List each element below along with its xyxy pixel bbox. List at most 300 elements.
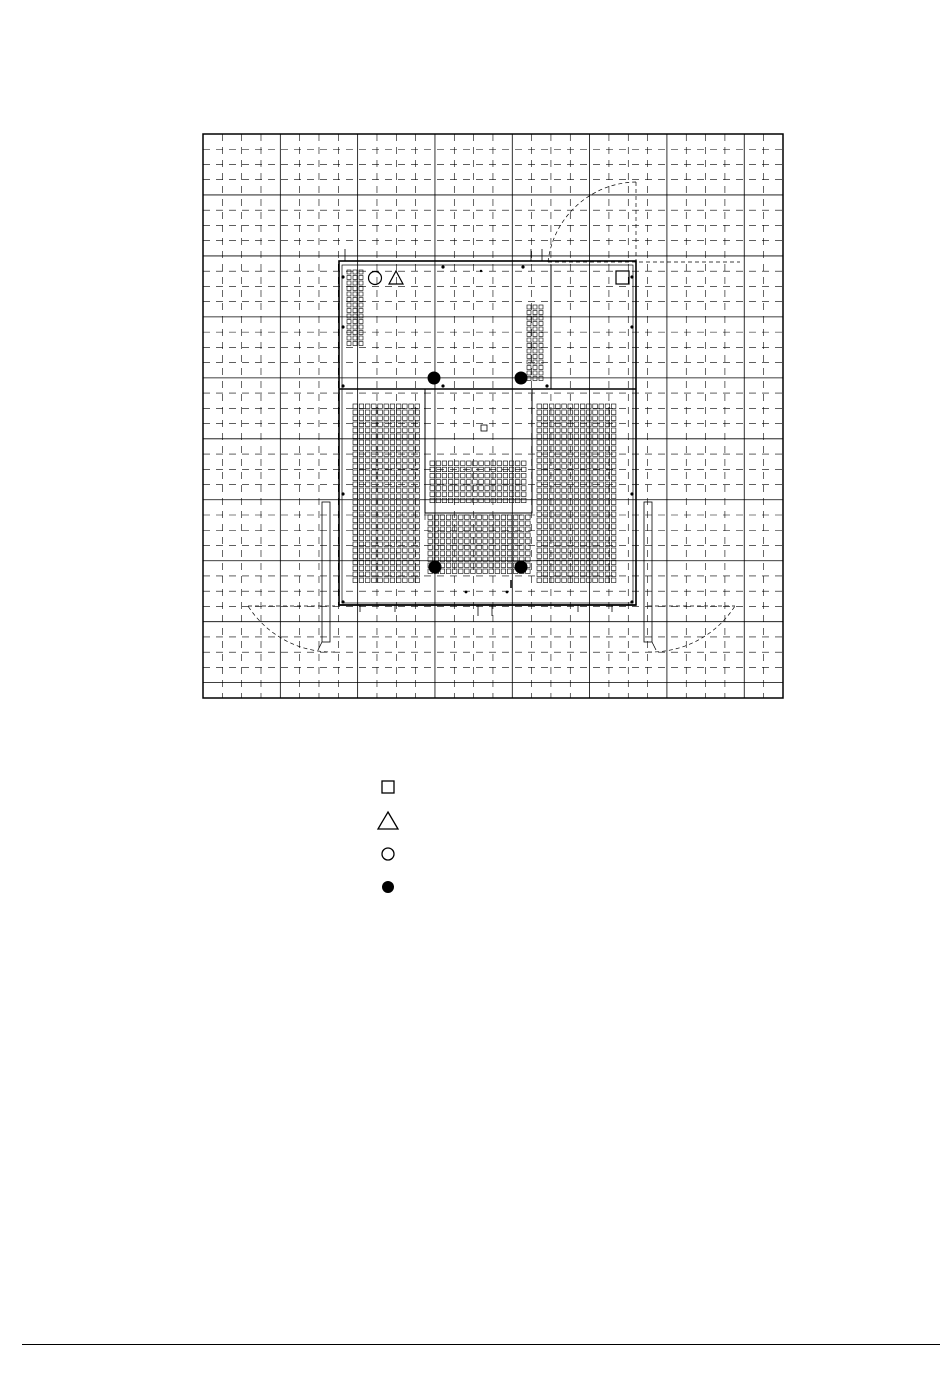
- vent-slot: [372, 422, 377, 427]
- vent-slot: [483, 515, 488, 520]
- vent-slot: [477, 563, 482, 568]
- vent-slot: [384, 500, 389, 505]
- vent-slot: [580, 476, 585, 481]
- vent-slot: [509, 486, 514, 491]
- filled-circle-marker-icon: [515, 561, 528, 574]
- vent-slot: [543, 542, 548, 547]
- vent-slot: [372, 434, 377, 439]
- vent-slot: [580, 488, 585, 493]
- legend-item-open-circle: [370, 841, 410, 874]
- vent-slot: [390, 446, 395, 451]
- vent-slot: [562, 434, 567, 439]
- vent-slot: [452, 551, 457, 556]
- vent-slot: [527, 344, 531, 348]
- vent-slot: [501, 551, 506, 556]
- vent-slot: [365, 518, 370, 523]
- vent-slot: [556, 404, 561, 409]
- vent-slot: [556, 506, 561, 511]
- vent-slot: [454, 498, 459, 503]
- vent-slot: [359, 309, 363, 313]
- vent-slot: [539, 333, 543, 337]
- vent-slot: [353, 410, 358, 415]
- vent-slot: [574, 566, 579, 571]
- marker-legend: [370, 775, 410, 907]
- vent-slot: [587, 566, 592, 571]
- vent-slot: [562, 428, 567, 433]
- vent-slot: [580, 530, 585, 535]
- vent-slot: [593, 506, 598, 511]
- vent-slot: [483, 539, 488, 544]
- vent-slot: [485, 498, 490, 503]
- vent-slot: [403, 410, 408, 415]
- vent-slot: [568, 416, 573, 421]
- vent-slot: [409, 458, 414, 463]
- vent-slot: [509, 492, 514, 497]
- vent-slot: [527, 327, 531, 331]
- vent-slot: [593, 500, 598, 505]
- vent-slot: [611, 416, 616, 421]
- vent-slot: [430, 486, 435, 491]
- vent-slot: [539, 366, 543, 370]
- vent-slot: [537, 524, 542, 529]
- vent-slot: [611, 578, 616, 583]
- vent-slot: [599, 554, 604, 559]
- vent-slot: [372, 494, 377, 499]
- vent-slot: [384, 536, 389, 541]
- vent-slot: [497, 461, 502, 466]
- vent-slot: [396, 422, 401, 427]
- vent-slot: [549, 476, 554, 481]
- vent-slot: [580, 464, 585, 469]
- vent-slot: [477, 515, 482, 520]
- vent-slot: [409, 404, 414, 409]
- vent-slot: [537, 518, 542, 523]
- vent-slot: [562, 548, 567, 553]
- vent-slot: [537, 416, 542, 421]
- vent-slot: [522, 492, 527, 497]
- vent-slot: [611, 440, 616, 445]
- legend-item-square: [370, 775, 410, 808]
- vent-slot: [378, 404, 383, 409]
- vent-slot: [599, 488, 604, 493]
- vent-slot: [522, 480, 527, 485]
- vent-slot: [353, 566, 358, 571]
- vent-slot: [611, 446, 616, 451]
- vent-slot: [459, 515, 464, 520]
- vent-slot: [562, 500, 567, 505]
- vent-slot: [409, 416, 414, 421]
- vent-slot: [471, 545, 476, 550]
- vent-slot: [415, 518, 420, 523]
- vent-slot: [353, 428, 358, 433]
- vent-slot: [396, 536, 401, 541]
- vent-slot: [471, 533, 476, 538]
- vent-slot: [353, 416, 358, 421]
- vent-slot: [396, 458, 401, 463]
- vent-slot: [587, 512, 592, 517]
- vent-slot: [587, 518, 592, 523]
- vent-slot: [459, 545, 464, 550]
- vent-slot: [574, 536, 579, 541]
- vent-slot: [527, 305, 531, 309]
- vent-slot: [365, 554, 370, 559]
- triangle-marker-icon: [378, 812, 398, 829]
- vent-slot: [599, 416, 604, 421]
- vent-slot: [384, 470, 389, 475]
- vent-slot: [365, 530, 370, 535]
- vent-slot: [539, 322, 543, 326]
- vent-slot: [461, 492, 466, 497]
- vent-slot: [605, 518, 610, 523]
- vent-slot: [353, 488, 358, 493]
- vent-slot: [549, 464, 554, 469]
- vent-slot: [347, 292, 351, 296]
- vent-slot: [359, 404, 364, 409]
- vent-slot: [372, 536, 377, 541]
- vent-slot: [543, 548, 548, 553]
- vent-slot: [509, 498, 514, 503]
- vent-slot: [353, 530, 358, 535]
- vent-slot: [347, 331, 351, 335]
- vent-slot: [593, 446, 598, 451]
- vent-slot: [353, 342, 357, 346]
- vent-slot: [599, 536, 604, 541]
- vent-slot: [522, 486, 527, 491]
- vent-slot: [543, 422, 548, 427]
- vent-slot: [347, 320, 351, 324]
- vent-slot: [513, 521, 518, 526]
- vent-slot: [522, 473, 527, 478]
- vent-slot: [537, 500, 542, 505]
- vent-slot: [549, 512, 554, 517]
- vent-slot: [587, 434, 592, 439]
- filled-circle-marker-icon: [428, 372, 441, 385]
- vent-slot: [526, 539, 531, 544]
- vent-slot: [409, 518, 414, 523]
- vent-slot: [378, 428, 383, 433]
- vent-slot: [442, 473, 447, 478]
- vent-slot: [574, 506, 579, 511]
- vent-slot: [390, 542, 395, 547]
- vent-slot: [365, 512, 370, 517]
- vent-slot: [556, 500, 561, 505]
- vent-slot: [599, 410, 604, 415]
- vent-slot: [574, 518, 579, 523]
- vent-slot: [533, 355, 537, 359]
- vent-slot: [372, 446, 377, 451]
- vent-slot: [549, 542, 554, 547]
- vent-slot: [543, 434, 548, 439]
- vent-slot: [378, 470, 383, 475]
- vent-slot: [353, 482, 358, 487]
- vent-slot: [537, 578, 542, 583]
- vent-slot: [495, 515, 500, 520]
- vent-slot: [347, 298, 351, 302]
- vent-slot: [533, 366, 537, 370]
- vent-slot: [605, 494, 610, 499]
- vent-slot: [359, 416, 364, 421]
- vent-slot: [574, 416, 579, 421]
- vent-slot: [454, 486, 459, 491]
- filled-circle-marker-icon: [429, 561, 442, 574]
- open-circle-marker-icon: [369, 272, 382, 285]
- square-marker-icon: [616, 271, 629, 284]
- vent-slot: [556, 512, 561, 517]
- vent-slot: [533, 349, 537, 353]
- vent-slot: [562, 476, 567, 481]
- vent-slot: [556, 428, 561, 433]
- vent-slot: [384, 434, 389, 439]
- vent-slot: [459, 533, 464, 538]
- vent-slot: [471, 563, 476, 568]
- vent-slot: [359, 470, 364, 475]
- vent-slot: [593, 440, 598, 445]
- vent-slot: [611, 536, 616, 541]
- vent-slot: [543, 578, 548, 583]
- vent-slot: [556, 410, 561, 415]
- vent-slot: [549, 482, 554, 487]
- vent-slot: [396, 554, 401, 559]
- vent-slot: [390, 494, 395, 499]
- vent-slot: [611, 524, 616, 529]
- vent-slot: [537, 434, 542, 439]
- vent-slot: [605, 506, 610, 511]
- vent-slot: [372, 578, 377, 583]
- vent-slot: [372, 530, 377, 535]
- vent-slot: [384, 464, 389, 469]
- vent-slot: [580, 428, 585, 433]
- vent-slot: [497, 492, 502, 497]
- vent-slot: [372, 404, 377, 409]
- vent-slot: [537, 536, 542, 541]
- vent-slot: [448, 473, 453, 478]
- vent-slot: [403, 428, 408, 433]
- vent-slot: [378, 434, 383, 439]
- vent-slot: [515, 480, 520, 485]
- vent-slot: [568, 518, 573, 523]
- vent-slot: [396, 476, 401, 481]
- vent-slot: [527, 355, 531, 359]
- vent-slot: [501, 527, 506, 532]
- vent-slot: [365, 506, 370, 511]
- vent-slot: [479, 473, 484, 478]
- vent-slot: [403, 434, 408, 439]
- vent-slot: [436, 461, 441, 466]
- vent-slot: [593, 404, 598, 409]
- vent-slot: [446, 551, 451, 556]
- vent-slot: [599, 422, 604, 427]
- vent-slot: [353, 578, 358, 583]
- vent-slot: [365, 578, 370, 583]
- vent-slot: [507, 527, 512, 532]
- vent-slot: [562, 482, 567, 487]
- vent-slot: [452, 533, 457, 538]
- vent-slot: [599, 500, 604, 505]
- vent-slot: [574, 572, 579, 577]
- vent-slot: [353, 281, 357, 285]
- vent-slot: [378, 464, 383, 469]
- vent-slot: [599, 530, 604, 535]
- vent-slot: [543, 470, 548, 475]
- vent-slot: [442, 486, 447, 491]
- vent-slot: [409, 440, 414, 445]
- vent-slot: [390, 548, 395, 553]
- vent-slot: [384, 506, 389, 511]
- vent-slot: [365, 476, 370, 481]
- vent-slot: [580, 458, 585, 463]
- vent-slot: [465, 551, 470, 556]
- vent-slot: [605, 428, 610, 433]
- vent-slot: [611, 548, 616, 553]
- vent-slot: [396, 542, 401, 547]
- vent-slot: [428, 539, 433, 544]
- vent-slot: [522, 498, 527, 503]
- vent-slot: [479, 480, 484, 485]
- vent-slot: [446, 569, 451, 574]
- vent-slot: [574, 428, 579, 433]
- vent-slot: [520, 521, 525, 526]
- vent-slot: [485, 461, 490, 466]
- vent-slot: [403, 554, 408, 559]
- vent-slot: [359, 488, 364, 493]
- vent-slot: [378, 524, 383, 529]
- vent-slot: [580, 494, 585, 499]
- vent-slot: [543, 524, 548, 529]
- vent-slot: [359, 336, 363, 340]
- vent-slot: [415, 506, 420, 511]
- vent-slot: [611, 506, 616, 511]
- vent-slot: [611, 542, 616, 547]
- vent-slot: [390, 404, 395, 409]
- vent-slot: [587, 500, 592, 505]
- vent-slot: [587, 416, 592, 421]
- vent-slot: [403, 578, 408, 583]
- vent-slot: [562, 464, 567, 469]
- vent-slot: [467, 473, 472, 478]
- vent-slot: [359, 434, 364, 439]
- vent-slot: [359, 524, 364, 529]
- vent-slot: [353, 512, 358, 517]
- vent-slot: [611, 434, 616, 439]
- vent-slot: [365, 524, 370, 529]
- vent-slot: [539, 311, 543, 315]
- vent-slot: [587, 524, 592, 529]
- vent-slot: [537, 458, 542, 463]
- vent-slot: [365, 464, 370, 469]
- vent-slot: [537, 464, 542, 469]
- vent-slot: [396, 524, 401, 529]
- vent-slot: [599, 464, 604, 469]
- vent-slot: [580, 548, 585, 553]
- vent-slot: [611, 410, 616, 415]
- vent-slot: [440, 521, 445, 526]
- vent-slot: [556, 488, 561, 493]
- vent-slot: [543, 512, 548, 517]
- vent-slot: [390, 512, 395, 517]
- vent-slot: [549, 566, 554, 571]
- vent-slot: [359, 566, 364, 571]
- vent-slot: [378, 446, 383, 451]
- vent-slot: [378, 566, 383, 571]
- vent-slot: [580, 404, 585, 409]
- vent-slot: [353, 303, 357, 307]
- vent-slot: [390, 440, 395, 445]
- vent-slot: [442, 480, 447, 485]
- vent-slot: [549, 536, 554, 541]
- vent-slot: [593, 458, 598, 463]
- vent-slot: [562, 410, 567, 415]
- vent-slot: [353, 506, 358, 511]
- vent-slot: [574, 476, 579, 481]
- vent-slot: [574, 530, 579, 535]
- vent-slot: [522, 461, 527, 466]
- vent-slot: [390, 578, 395, 583]
- vent-slot: [549, 440, 554, 445]
- vent-slot: [372, 410, 377, 415]
- vent-slot: [384, 512, 389, 517]
- vent-slot: [359, 298, 363, 302]
- vent-slot: [461, 498, 466, 503]
- vent-slot: [365, 488, 370, 493]
- vent-slot: [599, 428, 604, 433]
- vent-slot: [562, 518, 567, 523]
- vent-slot: [599, 548, 604, 553]
- vent-slot: [390, 500, 395, 505]
- vent-slot: [372, 416, 377, 421]
- vent-slot: [507, 551, 512, 556]
- vent-slot: [483, 545, 488, 550]
- vent-slot: [599, 506, 604, 511]
- vent-slot: [599, 578, 604, 583]
- vent-slot: [587, 458, 592, 463]
- vent-slot: [527, 333, 531, 337]
- vent-slot: [390, 464, 395, 469]
- vent-slot: [359, 314, 363, 318]
- vent-slot: [556, 530, 561, 535]
- vent-slot: [359, 512, 364, 517]
- vent-slot: [599, 566, 604, 571]
- vent-slot: [574, 524, 579, 529]
- vent-slot: [580, 536, 585, 541]
- vent-slot: [556, 422, 561, 427]
- vent-slot: [574, 554, 579, 559]
- vent-slot: [396, 446, 401, 451]
- dashed-grid: [203, 134, 783, 698]
- filled-circle-marker-icon: [515, 372, 528, 385]
- vent-slot: [409, 506, 414, 511]
- vent-slot: [372, 512, 377, 517]
- vent-slot: [533, 371, 537, 375]
- vent-slot: [372, 500, 377, 505]
- vent-slot: [461, 480, 466, 485]
- vent-slot: [537, 530, 542, 535]
- vent-slot: [562, 452, 567, 457]
- vent-slot: [359, 303, 363, 307]
- vent-slot: [378, 506, 383, 511]
- vent-slot: [384, 440, 389, 445]
- vent-slot: [587, 422, 592, 427]
- vent-slot: [390, 554, 395, 559]
- vent-slot: [390, 410, 395, 415]
- vent-slot: [593, 434, 598, 439]
- vent-slot: [574, 410, 579, 415]
- vent-slot: [347, 276, 351, 280]
- vent-slot: [347, 303, 351, 307]
- vent-slot: [539, 371, 543, 375]
- vent-slot: [409, 428, 414, 433]
- vent-slot: [543, 446, 548, 451]
- vent-slot: [359, 276, 363, 280]
